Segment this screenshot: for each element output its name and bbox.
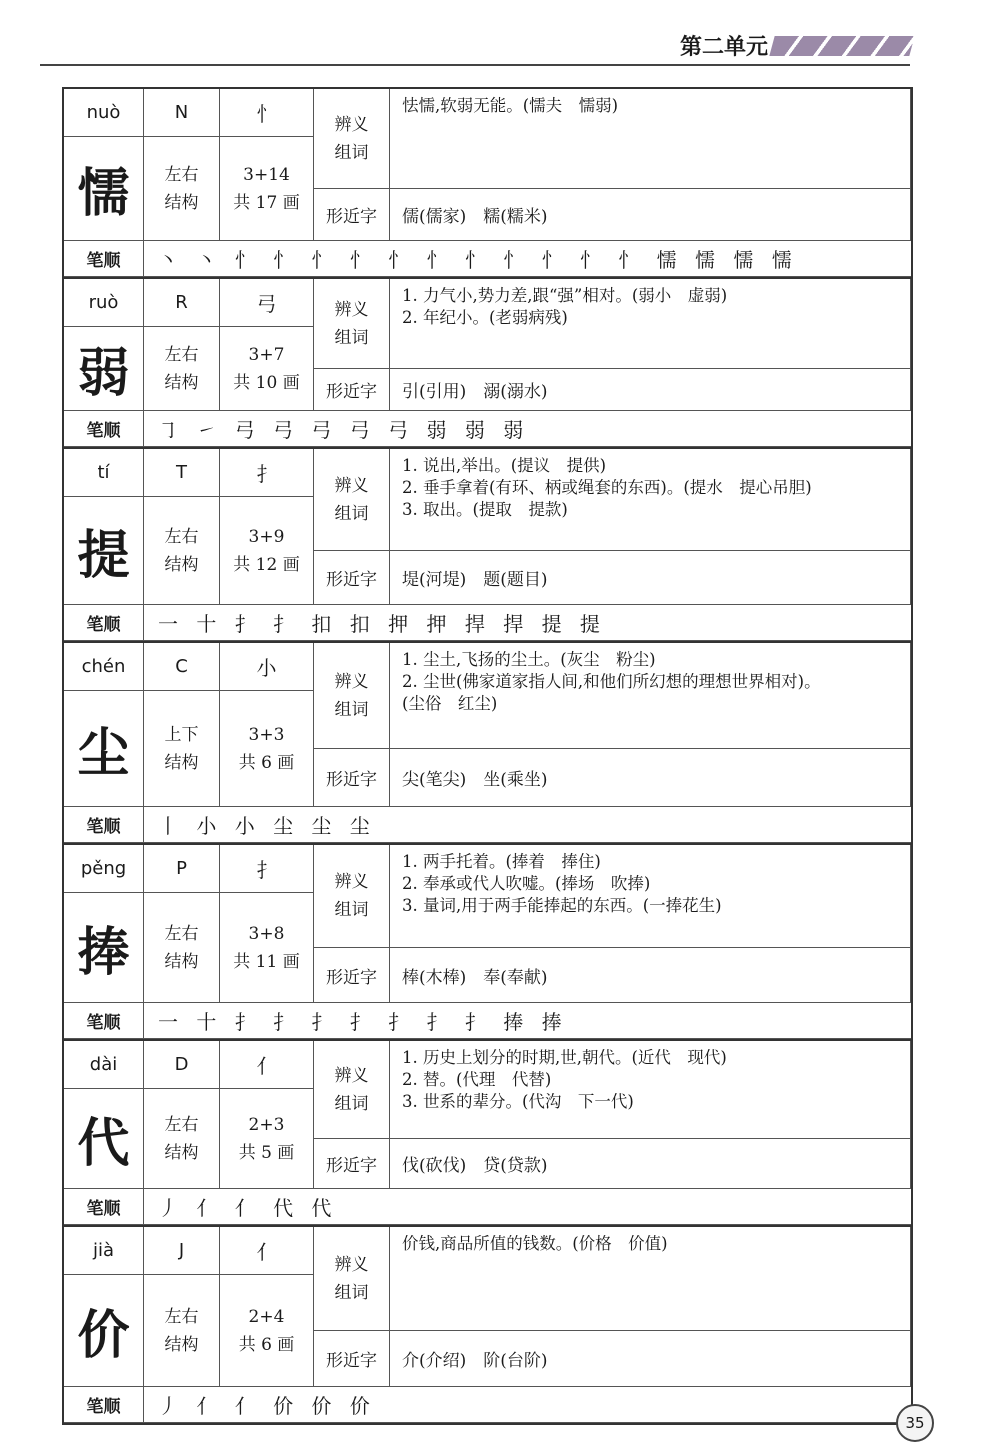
label-bianyi: 辨义 [334,872,369,892]
initial-letter: N [144,89,220,137]
stroke-count-line: 3+8 [248,923,285,944]
unit-title: 第二单元 [680,35,769,60]
label-bishun: 笔顺 [64,241,144,277]
similar-characters: 伐(砍伐) 贷(贷款) [390,1139,911,1189]
character-entry [62,641,913,843]
meaning-line: 2. 替。(代理 代替) [402,1070,552,1089]
meaning-line: 3. 世系的辈分。(代沟 下一代) [402,1092,634,1111]
label-zuci: 组词 [334,503,369,524]
label-xingjinzi: 形近字 [314,369,390,411]
meaning-line: 3. 量词,用于两手能捧起的东西。(一捧花生) [402,896,722,915]
main-character: 捧 [64,893,144,1003]
meaning-line: 2. 年纪小。(老弱病残) [402,308,568,327]
similar-characters: 介(介绍) 阶(台阶) [390,1331,911,1387]
radical: 小 [220,643,314,691]
structure [144,497,220,605]
meaning-line: 3. 取出。(提取 提款) [402,500,568,519]
pinyin: jià [64,1227,144,1275]
meaning-line: 1. 历史上划分的时期,世,朝代。(近代 现代) [402,1048,727,1067]
meanings [390,1041,911,1139]
radical: 亻 [220,1227,314,1275]
character-entry [62,87,913,277]
structure-line: 左右 [164,923,199,944]
structure [144,691,220,807]
label-bianyi: 辨义 [334,114,369,135]
structure-line: 结构 [164,1334,199,1355]
label-bianyi: 辨义 [334,1254,369,1275]
stroke-order: 丨 小 小 尘 尘 尘 [144,807,911,843]
meaning-line: 1. 尘土,飞扬的尘土。(灰尘 粉尘) [402,650,656,669]
structure-line: 结构 [164,752,199,773]
label-xingjinzi: 形近字 [314,551,390,605]
label-bianyi-zuci [314,279,390,369]
page-header [40,30,910,70]
structure [144,1275,220,1387]
stroke-order: 丶 丶 忄 忄 忄 忄 忄 忄 忄 忄 忄 忄 忄 懦 懦 懦 懦 [144,241,911,277]
pinyin: nuò [64,89,144,137]
structure-line: 左右 [164,1306,199,1327]
structure [144,893,220,1003]
stroke-count-line: 共 6 画 [238,752,295,773]
structure [144,327,220,411]
character-entry [62,843,913,1039]
label-zuci: 组词 [334,699,369,720]
label-bianyi: 辨义 [334,1065,369,1086]
meanings [390,643,911,749]
label-zuci: 组词 [334,1282,369,1303]
header-rule [40,64,910,66]
stroke-count-line: 2+4 [248,1306,285,1327]
label-xingjinzi: 形近字 [314,189,390,241]
structure-line: 左右 [164,344,199,365]
pinyin: dài [64,1041,144,1089]
label-bianyi: 辨义 [334,299,369,320]
label-xingjinzi: 形近字 [314,948,390,1003]
stroke-count-line: 3+7 [248,344,285,365]
page-number: 35 [896,1404,934,1442]
structure [144,1089,220,1189]
stroke-order: ㇆ ㇀ 弓 弓 弓 弓 弓 弱 弱 弱 [144,411,911,447]
structure-line: 左右 [164,526,199,547]
meaning-line: 2. 奉承或代人吹嘘。(捧场 吹捧) [402,874,651,893]
meaning-line: 2. 尘世(佛家道家指人间,和他们所幻想的理想世界相对)。 [402,672,821,691]
label-bianyi: 辨义 [334,671,369,692]
stroke-order: 一 十 扌 扌 扣 扣 押 押 捍 捍 提 提 [144,605,911,641]
stroke-count-line: 共 11 画 [233,951,300,972]
initial-letter: P [144,845,220,893]
stroke-count-line: 共 5 画 [238,1142,295,1163]
structure-line: 左右 [164,164,199,185]
meaning-line: 怯懦,软弱无能。(懦夫 懦弱) [402,96,619,115]
stroke-count [220,691,314,807]
label-zuci: 组词 [334,900,369,920]
structure-line: 上下 [164,724,199,745]
label-bishun: 笔顺 [64,605,144,641]
radical: 扌 [220,845,314,893]
similar-characters: 引(引用) 溺(溺水) [390,369,911,411]
label-bishun: 笔顺 [64,1003,144,1039]
structure-line: 结构 [164,1142,199,1163]
meanings [390,89,911,189]
main-character: 弱 [64,327,144,411]
similar-characters: 棒(木棒) 奉(奉献) [390,948,911,1003]
structure-line: 左右 [164,1114,199,1135]
character-entry [62,1225,913,1425]
meaning-line: 1. 两手托着。(捧着 捧住) [402,852,601,871]
stroke-count-line: 共 12 画 [233,554,300,575]
meaning-line: 1. 力气小,势力差,跟“强”相对。(弱小 虚弱) [402,286,728,305]
main-character: 价 [64,1275,144,1387]
similar-characters: 儒(儒家) 糯(糯米) [390,189,911,241]
character-table [62,87,913,1425]
stroke-count [220,1089,314,1189]
similar-characters: 尖(笔尖) 坐(乘坐) [390,749,911,807]
meaning-line: 价钱,商品所值的钱数。(价格 价值) [402,1234,668,1253]
meaning-line: (尘俗 红尘) [402,694,498,713]
character-entry [62,277,913,447]
initial-letter: D [144,1041,220,1089]
label-xingjinzi: 形近字 [314,1139,390,1189]
stroke-count-line: 3+14 [243,164,290,185]
main-character: 提 [64,497,144,605]
label-bishun: 笔顺 [64,1189,144,1225]
structure [144,137,220,241]
stroke-count [220,1275,314,1387]
label-bianyi-zuci [314,1227,390,1331]
stroke-count [220,137,314,241]
label-bishun: 笔顺 [64,411,144,447]
pinyin: chén [64,643,144,691]
main-character: 尘 [64,691,144,807]
stroke-count-line: 3+9 [248,526,285,547]
stroke-count-line: 3+3 [248,724,285,745]
stroke-order: 丿 亻 亻 价 价 价 [144,1387,911,1423]
label-zuci: 组词 [334,142,369,163]
main-character: 代 [64,1089,144,1189]
stroke-count-line: 共 10 画 [233,372,300,393]
radical: 弓 [220,279,314,327]
meanings [390,449,911,551]
radical: 扌 [220,449,314,497]
radical: 忄 [220,89,314,137]
label-bianyi-zuci [314,449,390,551]
pinyin: pěng [64,845,144,893]
label-bishun: 笔顺 [64,1387,144,1423]
stroke-count-line: 共 17 画 [233,192,300,213]
meaning-line: 1. 说出,举出。(提议 提供) [402,456,607,475]
stroke-count [220,893,314,1003]
pinyin: tí [64,449,144,497]
meanings [390,1227,911,1331]
structure-line: 结构 [164,372,199,393]
initial-letter: R [144,279,220,327]
stroke-count-line: 共 6 画 [238,1334,295,1355]
label-bianyi-zuci [314,643,390,749]
initial-letter: C [144,643,220,691]
structure-line: 结构 [164,192,199,213]
label-bianyi: 辨义 [334,475,369,496]
radical: 亻 [220,1041,314,1089]
pinyin: ruò [64,279,144,327]
initial-letter: J [144,1227,220,1275]
label-bianyi-zuci [314,1041,390,1139]
header-decoration [769,36,914,56]
label-zuci: 组词 [334,1093,369,1114]
meanings [390,279,911,369]
main-character: 懦 [64,137,144,241]
meaning-line: 2. 垂手拿着(有环、柄或绳套的东西)。(提水 提心吊胆) [402,478,812,497]
stroke-count [220,497,314,605]
stroke-count [220,327,314,411]
stroke-order: 一 十 扌 扌 扌 扌 扌 扌 扌 捧 捧 [144,1003,911,1039]
label-zuci: 组词 [334,327,369,348]
stroke-order: 丿 亻 亻 代 代 [144,1189,911,1225]
label-xingjinzi: 形近字 [314,1331,390,1387]
structure-line: 结构 [164,554,199,575]
similar-characters: 堤(河堤) 题(题目) [390,551,911,605]
label-bianyi-zuci [314,89,390,189]
character-entry [62,447,913,641]
label-bianyi-zuci [314,845,390,948]
label-xingjinzi: 形近字 [314,749,390,807]
structure-line: 结构 [164,951,199,972]
meanings [390,845,911,948]
label-bishun: 笔顺 [64,807,144,843]
character-entry [62,1039,913,1225]
stroke-count-line: 2+3 [248,1114,285,1135]
initial-letter: T [144,449,220,497]
